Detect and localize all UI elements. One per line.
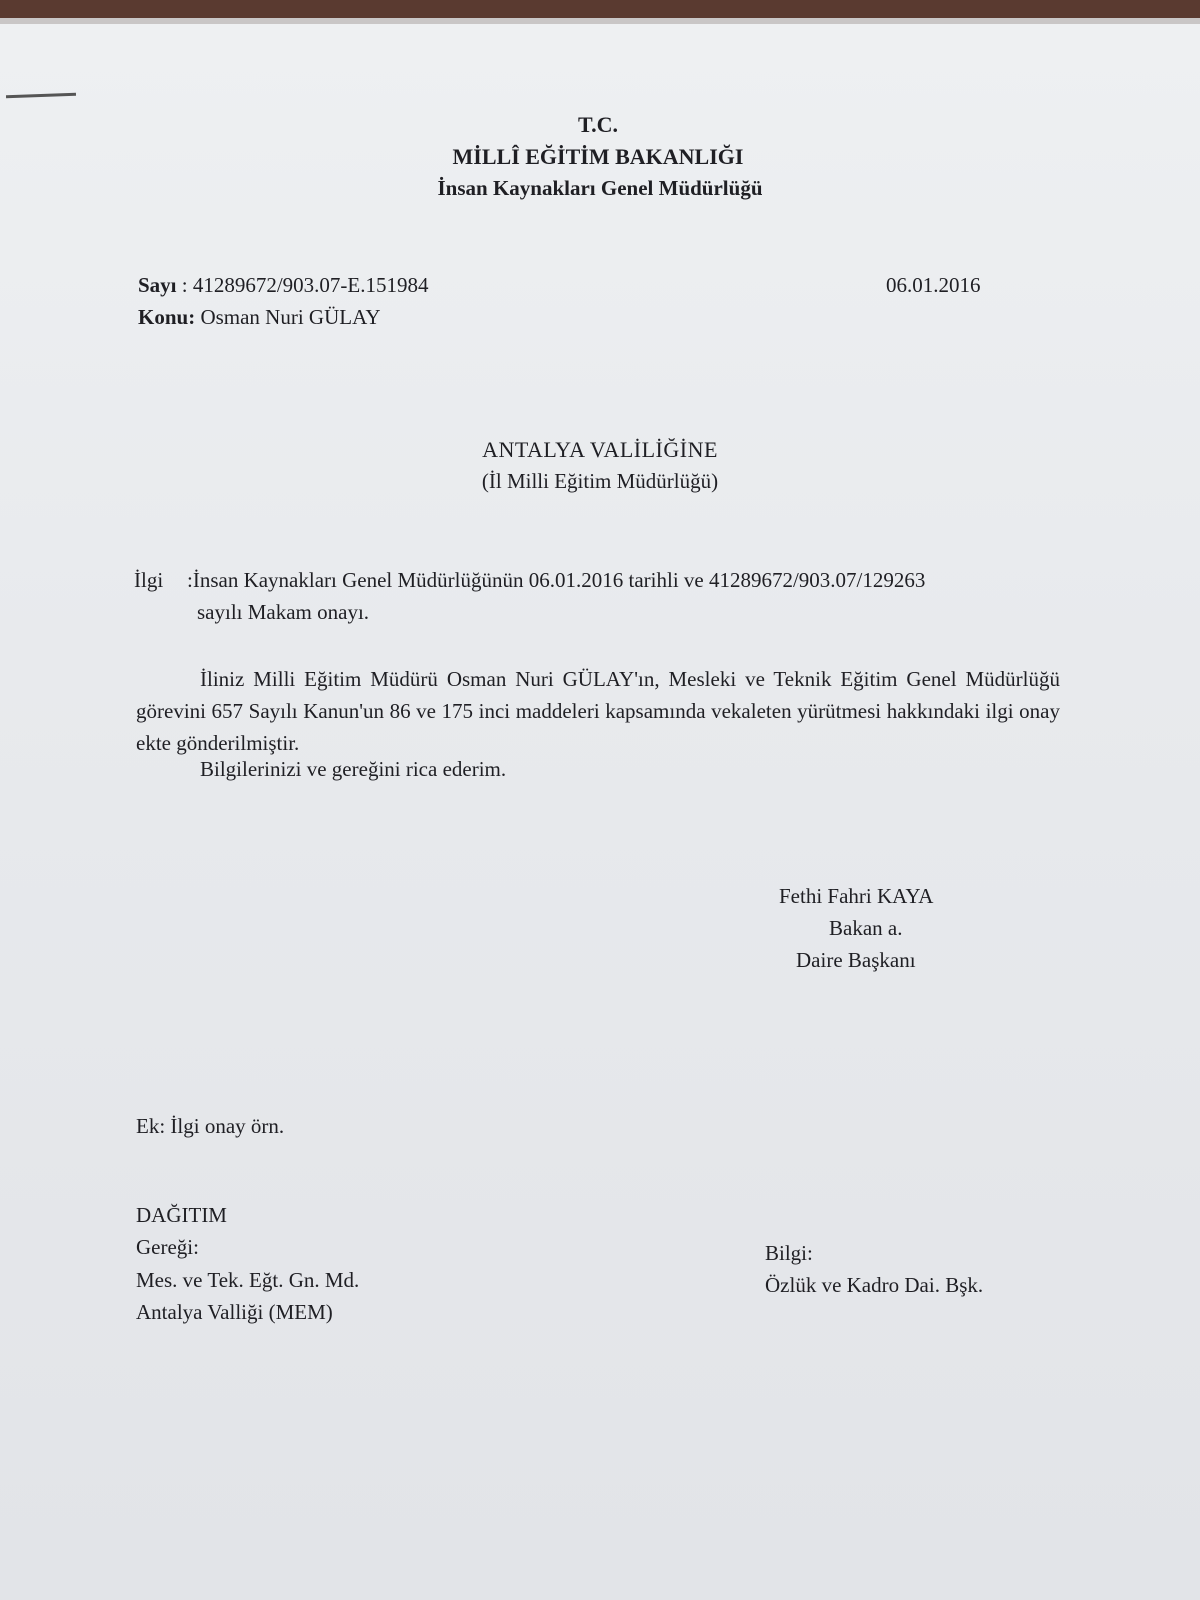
konu-line bbox=[138, 307, 381, 328]
sayi-label: Sayı bbox=[138, 273, 177, 297]
reference-text: :İnsan Kaynakları Genel Müdürlüğünün 06.01.2016 tarihli ve 41289672/903.07/129263 bbox=[187, 568, 926, 592]
signatory-on-behalf: Bakan a. bbox=[829, 916, 903, 940]
attachment-note: Ek: İlgi onay örn. bbox=[136, 1114, 285, 1138]
header-tc: T.C. bbox=[578, 112, 618, 137]
sayi-value: : 41289672/903.07-E.151984 bbox=[181, 273, 429, 297]
sayi-line bbox=[138, 275, 429, 296]
document-page bbox=[0, 18, 1200, 1600]
bilgi-item: Özlük ve Kadro Dai. Bşk. bbox=[765, 1273, 984, 1297]
geregi-label: Gereği: bbox=[136, 1235, 199, 1259]
addressee-subtitle: (İl Milli Eğitim Müdürlüğü) bbox=[481, 469, 719, 493]
body-paragraph: İliniz Milli Eğitim Müdürü Osman Nuri GÜLAY'ın, Mesleki ve Teknik Eğitim Genel Müdürlüğü görevini 657 Sayılı Kanun'un 86 ve 175 inci maddeleri kapsamında vekaleten yürütmesi hakkındaki ilgi onay ekte gönderilmiştir. bbox=[136, 667, 1060, 755]
addressee-title: ANTALYA VALİLİĞİNE bbox=[482, 437, 718, 462]
show-through-text bbox=[398, 236, 403, 256]
staple-mark bbox=[6, 93, 76, 98]
konu-value: Osman Nuri GÜLAY bbox=[200, 305, 381, 329]
geregi-item: Antalya Valliği (MEM) bbox=[136, 1300, 333, 1324]
bilgi-label: Bilgi: bbox=[765, 1241, 813, 1265]
document-date: 06.01.2016 bbox=[886, 273, 981, 297]
signatory-title: Daire Başkanı bbox=[796, 948, 916, 972]
header-directorate: İnsan Kaynakları Genel Müdürlüğü bbox=[437, 176, 763, 200]
reference-label: İlgi bbox=[134, 568, 164, 592]
closing-sentence: Bilgilerinizi ve gereğini rica ederim. bbox=[200, 757, 507, 781]
geregi-item: Mes. ve Tek. Eğt. Gn. Md. bbox=[136, 1268, 360, 1292]
paper-top-edge bbox=[0, 18, 1200, 24]
distribution-heading: DAĞITIM bbox=[136, 1203, 227, 1227]
signatory-name: Fethi Fahri KAYA bbox=[779, 884, 934, 908]
reference-continuation: sayılı Makam onayı. bbox=[197, 600, 370, 624]
konu-label: Konu: bbox=[138, 305, 196, 329]
header-ministry: MİLLÎ EĞİTİM BAKANLIĞI bbox=[452, 144, 744, 169]
